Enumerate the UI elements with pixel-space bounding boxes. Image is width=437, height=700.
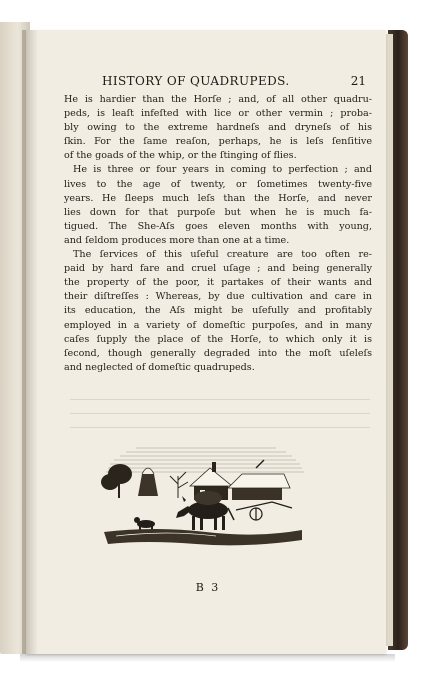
sky-hatching [106,448,304,472]
text-line: bly owing to the extreme hardneſs and dryneſs of his [64,122,372,134]
text-line: He is three or four years in coming to perfection ; and [73,164,372,176]
text-line: their diſtreſſes : Whereas, by due cultivation and care in [64,291,372,303]
page-number: 21 [350,74,366,88]
text-line: ſkin. For the ſame reaſon, perhaps, he is leſs ſenſitive [64,136,372,148]
text-line: peds, is leaſt infeſted with lice or other vermin ; proba- [64,108,372,120]
woodcut-vignette [96,440,310,552]
signature-mark: B 3 [195,581,221,594]
gutter-shadow [22,30,38,654]
cart-icon [236,502,292,520]
text-line: years. He ſleeps much leſs than the Horſe, and never [64,192,372,204]
body-text [64,93,372,375]
running-head [90,74,378,90]
text-line: and neglected of domeſtic quadrupeds. [64,361,255,373]
text-line: and ſeldom produces more than one at a time. [64,234,290,246]
text-line: caſes ſupply the place of the Horſe, to which only it is [64,333,372,345]
text-line: of the goads of the whip, or the ſtinging of flies. [64,150,297,162]
text-line: tigued. The She-Aſs goes eleven months with young, [64,220,372,232]
show-through-text [70,392,370,432]
text-line: ſecond, though generally degraded into the moſt uſeleſs [64,347,372,359]
running-head-title: HISTORY OF QUADRUPEDS. [102,74,290,88]
book-shadow [20,654,395,662]
bare-tree-icon [170,472,188,498]
text-line: employed in a variety of domeſtic purpoſes, and in many [64,319,372,331]
ground-hatching [104,529,302,545]
text-line: paid by hard fare and cruel uſage ; and being generally [64,263,372,275]
text-line: He is hardier than the Horſe ; and, of all other quadru- [64,94,372,105]
text-line: its education, the Aſs might be uſefully and profitably [64,305,372,317]
text-line: lives to the age of twenty, or ſometimes twenty-five [64,178,372,190]
text-line: the property of the poor, it partakes of their wants and [64,277,372,289]
tree-cluster-icon [101,464,132,498]
text-line: lies down for that purpoſe but when he is much fa- [64,206,372,218]
cottage-icon [228,460,290,500]
text-line: The ſervices of this uſeful creature are too often re- [73,249,372,261]
